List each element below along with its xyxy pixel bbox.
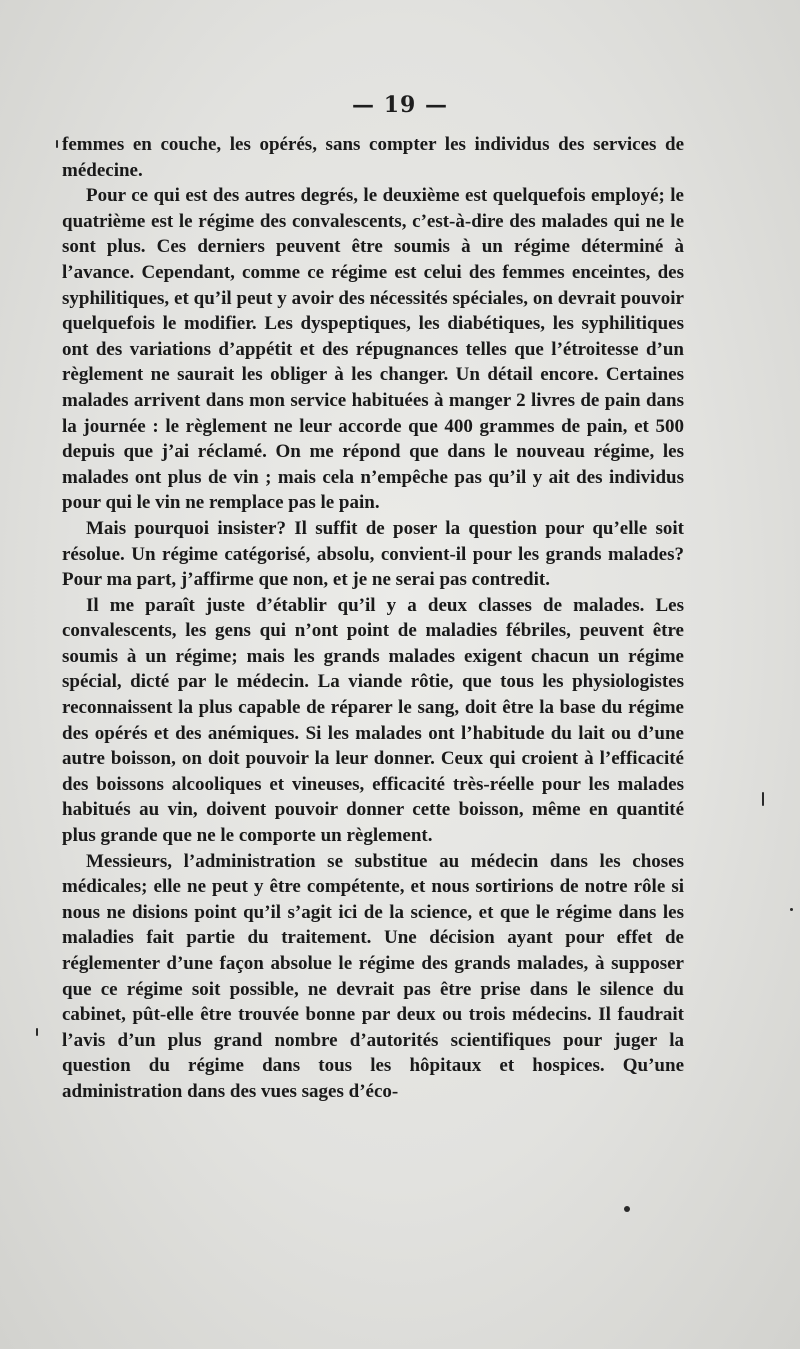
ink-speck <box>790 908 793 911</box>
body-text <box>62 132 684 1105</box>
page-number: — 19 — <box>352 92 448 118</box>
paragraph-two-classes: Il me paraît juste d’établir qu’il y a deux classes de malades. Les convalescents, les gens qui n’ont point de maladies fébriles, peuvent être soumis à un régime; mais les grands malades exigent chacun un régime spécial, dicté par le médecin. La viande rôtie, que tous les physiologistes reconnaissent la plus capable de réparer le sang, doit être la base du régime des opérés et des anémiques. Si les malades ont l’habitude du lait ou d’une autre boisson, on doit pouvoir la leur donner. Ceux qui croient à l’efficacité des boissons alcooliques et vineuses, efficacité très-réelle pour les malades habitués au vin, doivent pouvoir donner cette boisson, même en quantité plus grande que ne le comporte un règlement. <box>62 594 684 847</box>
ink-speck <box>56 140 58 148</box>
paragraph-degrees: Pour ce qui est des autres degrés, le deuxième est quelquefois employé; le quatrième est le régime des convalescents, c’est-à-dire des malades qui ne le sont plus. Ces derniers peuvent être soumis à un régime déterminé à l’avance. Cependant, comme ce régime est celui des femmes enceintes, des syphilitiques, et qu’il peut y avoir des nécessités spéciales, on devrait pouvoir quelquefois le modifier. Les dyspeptiques, les diabétiques, les syphilitiques ont des variations d’appétit et des répugnances telles que l’étroitesse d’un règlement ne saurait les obliger à les changer. Un détail encore. Certaines malades arrivent dans mon service habituées à manger 2 livres de pain dans la journée : le règlement ne leur accorde que 400 grammes de pain, et 500 depuis que j’ai réclamé. On me répond que dans le nouveau régime, les malades ont plus de vin ; mais cela n’empêche pas qu’il y ait des individus pour qui le vin ne remplace pas le pain. <box>62 185 684 514</box>
paragraph-administration: Messieurs, l’administration se substitue au médecin dans les choses médicales; elle ne peut y être compétente, et nous sortirions de notre rôle si nous ne disions point qu’il s’agit ici de la science, et que le régime dans les maladies fait partie du traitement. Une décision ayant pour effet de réglementer d’une façon absolue le régime des grands malades, à supposer que ce régime soit possible, ne devrait pas être prise dans le silence du cabinet, pût-elle être trouvée bonne par deux ou trois médecins. Il faudrait l’avis d’un plus grand nombre d’autorités scientifiques pour juger la question du régime dans tous les hôpitaux et hospices. Qu’une administration dans des vues sages d’éco- <box>62 850 684 1102</box>
ink-speck <box>36 1028 38 1036</box>
ink-speck <box>624 1206 630 1212</box>
paragraph-question: Mais pourquoi insister? Il suffit de poser la question pour qu’elle soit résolue. Un régime catégorisé, absolu, convient-il pour les grands malades? Pour ma part, j’affirme que non, et je ne serai pas contredit. <box>62 517 684 591</box>
ink-speck <box>762 792 764 806</box>
paragraph-continuation: femmes en couche, les opérés, sans compter les individus des services de médecine. <box>62 134 684 181</box>
